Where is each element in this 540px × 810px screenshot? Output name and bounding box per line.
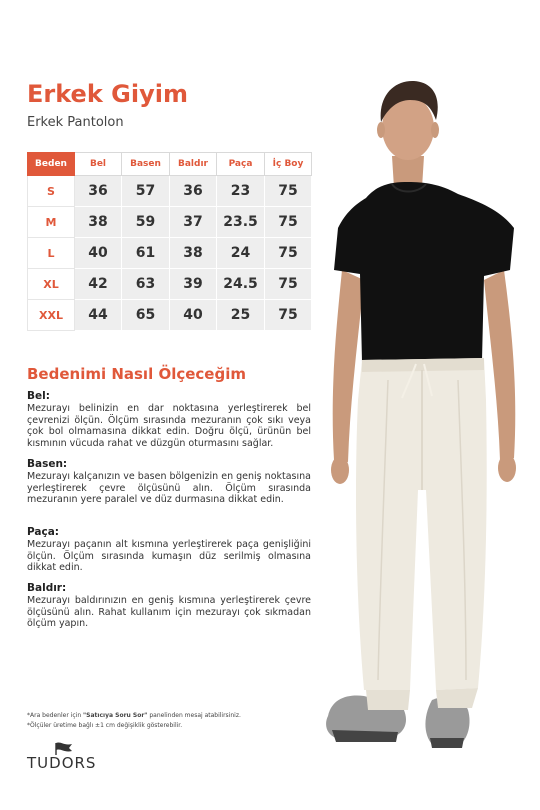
table-cell: 57	[122, 176, 170, 207]
column-header-inseam: İç Boy	[265, 153, 312, 176]
table-row	[28, 238, 312, 269]
table-cell: 75	[265, 300, 312, 331]
measurement-guide-title: Bedenimi Nasıl Ölçeceğim	[27, 365, 246, 383]
table-cell: 40	[75, 238, 122, 269]
guide-section-calf	[27, 582, 311, 630]
table-cell: 36	[170, 176, 217, 207]
table-cell: 40	[170, 300, 217, 331]
column-header-hip: Basen	[122, 153, 170, 176]
guide-section-hip	[27, 458, 311, 506]
table-cell: 75	[265, 207, 312, 238]
table-cell: 36	[75, 176, 122, 207]
size-label: S	[28, 176, 75, 207]
guide-text: Mezurayı baldırınızın en geniş kısmına yerleştirerek çevre ölçüsünü alın. Rahat kullanım için mezurayı çok sıkmadan ölçüm yapın.	[27, 595, 311, 629]
table-row	[28, 269, 312, 300]
column-header-calf: Baldır	[170, 153, 217, 176]
page-subtitle: Erkek Pantolon	[27, 115, 124, 130]
table-cell: 75	[265, 269, 312, 300]
brand-logo	[27, 742, 107, 772]
table-cell: 37	[170, 207, 217, 238]
guide-heading: Paça:	[27, 526, 60, 538]
table-row	[28, 300, 312, 331]
size-table	[27, 152, 312, 331]
guide-heading: Bel:	[27, 390, 50, 402]
size-label: XL	[28, 269, 75, 300]
footnote-size-question: *Ara bedenler için "Satıcıya Soru Sor" panelinden mesaj atabilirsiniz.	[27, 712, 241, 719]
size-label: XXL	[28, 300, 75, 331]
column-header-waist: Bel	[75, 153, 122, 176]
table-cell: 24.5	[217, 269, 265, 300]
table-cell: 44	[75, 300, 122, 331]
size-label: L	[28, 238, 75, 269]
table-cell: 61	[122, 238, 170, 269]
table-cell: 25	[217, 300, 265, 331]
guide-section-waist	[27, 390, 311, 449]
table-row	[28, 207, 312, 238]
footnote-tolerance: *Ölçüler üretime bağlı ±1 cm değişiklik gösterebilir.	[27, 722, 183, 729]
table-cell: 75	[265, 238, 312, 269]
column-header-hem: Paça	[217, 153, 265, 176]
column-header-size: Beden	[28, 153, 75, 176]
guide-text: Mezurayı paçanın alt kısmına yerleştirerek paça genişliğini ölçün. Ölçüm sırasında kumaşın düz serilmiş olmasına dikkat edin.	[27, 539, 311, 573]
table-cell: 65	[122, 300, 170, 331]
brand-name: TUDORS	[27, 754, 97, 772]
size-table-header	[28, 153, 312, 176]
table-cell: 23	[217, 176, 265, 207]
table-cell: 75	[265, 176, 312, 207]
model-illustration	[326, 81, 516, 748]
table-row	[28, 176, 312, 207]
guide-heading: Basen:	[27, 458, 68, 470]
guide-section-hem	[27, 526, 311, 574]
table-cell: 63	[122, 269, 170, 300]
table-cell: 38	[170, 238, 217, 269]
page-title: Erkek Giyim	[27, 80, 188, 108]
table-cell: 42	[75, 269, 122, 300]
table-cell: 23.5	[217, 207, 265, 238]
table-cell: 39	[170, 269, 217, 300]
size-label: M	[28, 207, 75, 238]
table-cell: 38	[75, 207, 122, 238]
guide-heading: Baldır:	[27, 582, 67, 594]
model-photo	[318, 70, 528, 760]
table-cell: 24	[217, 238, 265, 269]
guide-text: Mezurayı kalçanızın ve basen bölgenizin en geniş noktasına yerleştirerek çevre ölçüsünü alın. Ölçüm sırasında mezuranın yere paralel ve düz durmasına dikkat edin.	[27, 471, 311, 505]
guide-text: Mezurayı belinizin en dar noktasına yerleştirerek bel çevrenizi ölçün. Ölçüm sırasında mezuranın çok sıkı veya çok bol olmamasına dikkat edin. Doğru ölçü, ürünün bel kısmının vücuda rahat ve düzgün oturmasını sağlar.	[27, 403, 311, 449]
table-cell: 59	[122, 207, 170, 238]
